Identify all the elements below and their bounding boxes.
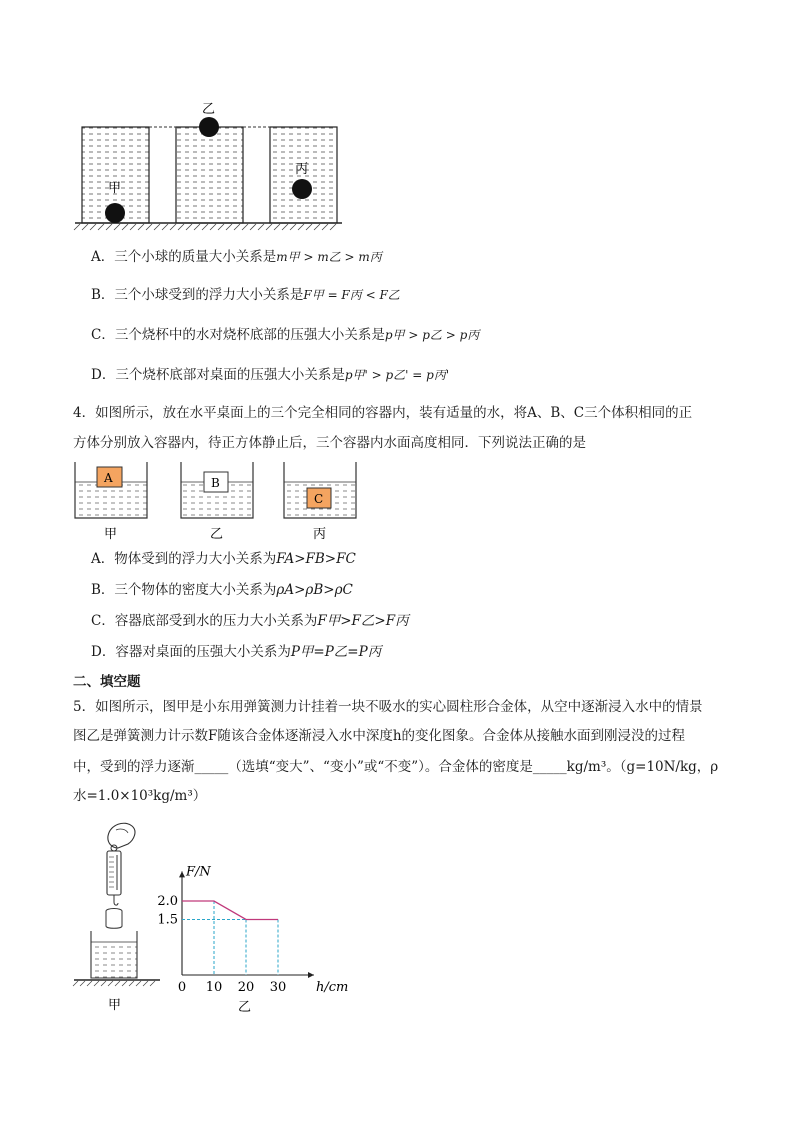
y-axis-label: F/N xyxy=(186,864,211,880)
fig-containers-cubes xyxy=(70,458,370,544)
q5-line3: 中，受到的浮力逐渐_____（选填“变大”、“变小”或“不变”）。合金体的密度是_____kg/m³。（g=10N/kg，ρ xyxy=(73,759,719,775)
q3-option-c xyxy=(91,325,479,345)
q3-option-c-text: C．三个烧杯中的水对烧杯底部的压强大小关系是 xyxy=(91,327,385,343)
y-tick-label-2.0: 2.0 xyxy=(157,894,178,909)
ball-jia xyxy=(105,203,125,223)
label-bing: 丙 xyxy=(295,162,309,177)
q3-option-a-math: m甲 > m乙 > m丙 xyxy=(276,250,382,264)
fig-caption-yi: 乙 xyxy=(238,1000,252,1015)
q4-option-d-text: D．容器对桌面的压强大小关系为 xyxy=(91,644,291,660)
q3-option-a-text: A．三个小球的质量大小关系是 xyxy=(91,249,277,265)
x-tick-label-0: 0 xyxy=(177,980,187,995)
ball-yi xyxy=(199,117,219,137)
q4-option-b-text: B．三个物体的密度大小关系为 xyxy=(91,582,277,598)
caption-bing: 丙 xyxy=(313,527,327,542)
ball-bing xyxy=(292,179,312,199)
q3-option-d-text: D．三个烧杯底部对桌面的压强大小关系是 xyxy=(91,367,345,383)
y-tick-label-1.5: 1.5 xyxy=(157,912,178,928)
q4-option-b xyxy=(91,580,353,600)
block-c-label: C xyxy=(314,492,324,506)
q3-option-b xyxy=(91,285,400,305)
q5-line4: 水=1.0×10³kg/m³） xyxy=(73,788,207,804)
f-h-chart xyxy=(150,862,349,1022)
block-a-label: A xyxy=(104,471,113,485)
q4-option-c-text: C．容器底部受到水的压力大小关系为 xyxy=(91,613,318,629)
caption-yi: 乙 xyxy=(210,527,224,542)
q4-option-a-text: A．物体受到的浮力大小关系为 xyxy=(91,551,277,567)
q4-option-d xyxy=(91,642,381,662)
q3-option-b-text: B．三个小球受到的浮力大小关系是 xyxy=(91,287,304,303)
x-axis-arrow xyxy=(308,972,314,978)
beaker-yi xyxy=(176,127,243,223)
x-tick-label-10: 10 xyxy=(205,980,223,995)
x-tick-label-20: 20 xyxy=(237,980,255,995)
q4-option-c xyxy=(91,611,409,631)
alloy-cylinder xyxy=(106,911,122,928)
x-tick-label-30: 30 xyxy=(269,980,287,995)
q3-option-b-math: F甲 = F丙 < F乙 xyxy=(303,288,400,302)
q4-option-d-math: P甲=P乙=P丙 xyxy=(290,644,382,660)
label-yi: 乙 xyxy=(202,102,216,117)
q5-line2: 图乙是弹簧测力计示数F随该合金体逐渐浸入水中深度h的变化图象。合金体从接触水面到刚浸没的过程 xyxy=(73,728,686,744)
y-axis-arrow xyxy=(179,871,185,877)
q3-option-d-math: p甲' > p乙' = p丙' xyxy=(344,368,450,382)
q4-option-c-math: F甲>F乙>F丙 xyxy=(317,613,409,629)
hand-icon xyxy=(108,823,135,848)
fig-caption-jia: 甲 xyxy=(108,998,122,1013)
q4-stem-line1: 4．如图所示，放在水平桌面上的三个完全相同的容器内，装有适量的水，将A、B、C三个体积相同的正 xyxy=(73,405,693,421)
q3-option-c-math: p甲 > p乙 > p丙 xyxy=(384,328,480,342)
q4-option-b-math: ρA>ρB>ρC xyxy=(276,582,353,598)
spring-scale xyxy=(107,851,121,895)
q3-option-d xyxy=(91,365,449,385)
series-line xyxy=(182,901,278,920)
q3-option-a xyxy=(91,247,382,267)
block-b-label: B xyxy=(211,476,220,490)
label-jia: 甲 xyxy=(108,181,122,196)
q4-option-a-math: FA>FB>FC xyxy=(276,551,356,567)
q5-line1: 5．如图所示，图甲是小东用弹簧测力计挂着一块不吸水的实心圆柱形合金体，从空中逐渐浸入水中的情景 xyxy=(73,699,703,715)
section-title: 二、填空题 xyxy=(73,674,141,690)
caption-jia: 甲 xyxy=(104,527,118,542)
q4-stem-line2: 方体分别放入容器内，待正方体静止后，三个容器内水面高度相同．下列说法正确的是 xyxy=(73,435,586,451)
x-axis-label: h/cm xyxy=(316,980,349,995)
fig-beakers-balls xyxy=(72,95,347,230)
q4-option-a xyxy=(91,549,356,569)
